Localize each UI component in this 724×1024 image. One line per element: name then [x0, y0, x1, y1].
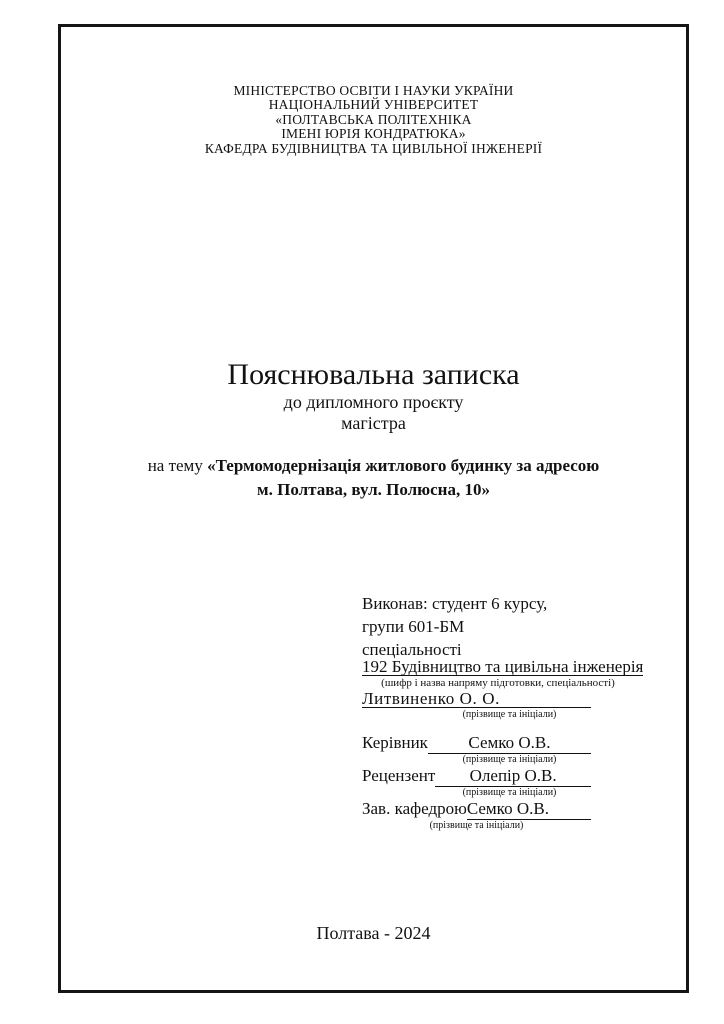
header-ministry-line: МІНІСТЕРСТВО ОСВІТИ І НАУКИ УКРАЇНИ [233, 83, 514, 98]
header-university-name-line1: «ПОЛТАВСЬКА ПОЛІТЕХНІКА [275, 111, 472, 127]
topic-bold-line2: м. Полтава, вул. Полюсна, 10» [257, 480, 490, 499]
university-header [61, 84, 686, 156]
document-subtitle-degree: магістра [341, 413, 406, 433]
header-department-line: КАФЕДРА БУДІВНИЦТВА ТА ЦИВІЛЬНОЇ ІНЖЕНЕРІЇ [204, 140, 543, 156]
signature-line-supervisor [362, 733, 591, 754]
city-year-line: Полтава - 2024 [316, 923, 431, 943]
executor-block [362, 592, 672, 721]
signature-line-reviewer [362, 766, 591, 787]
topic-bold-line1: «Термомодернізація житлового будинку за адресою [207, 456, 600, 475]
signature-row-head-of-department [362, 799, 591, 832]
signatures-block [362, 733, 591, 832]
title-block [61, 358, 686, 434]
signature-row-supervisor [362, 733, 591, 766]
header-university-line: НАЦІОНАЛЬНИЙ УНІВЕРСИТЕТ [268, 97, 479, 113]
head-of-department-caption: (прізвище та ініціали) [429, 820, 524, 831]
supervisor-caption: (прізвище та ініціали) [462, 754, 557, 765]
page-border-frame [58, 24, 689, 993]
topic-prefix: на тему [147, 456, 208, 475]
executor-line-specialty-label: спеціальності [362, 640, 462, 659]
reviewer-name-slot: Олепір О.В. [435, 766, 591, 787]
document-title: Пояснювальна записка [227, 358, 520, 391]
student-name-caption: (прізвище та ініціали) [462, 709, 557, 720]
thesis-topic [61, 454, 686, 502]
supervisor-name-slot: Семко О.В. [428, 733, 591, 754]
head-of-department-name-slot: Семко О.В. [467, 799, 591, 820]
signature-row-reviewer [362, 766, 591, 799]
specialty-caption: (шифр і назва напряму підготовки, спеціальності) [381, 677, 615, 689]
signature-line-head-of-department [362, 799, 591, 820]
head-of-department-label: Зав. кафедрою [362, 799, 467, 818]
student-name-underlined: Литвиненко О. О. [362, 690, 591, 708]
reviewer-label: Рецензент [362, 766, 436, 785]
document-subtitle-project: до дипломного проєкту [283, 392, 464, 412]
specialty-underlined-value: 192 Будівництво та цивільна інженерія [362, 657, 644, 676]
header-university-name-line2: ІМЕНІ ЮРІЯ КОНДРАТЮКА» [281, 126, 466, 142]
executor-line-student: Виконав: студент 6 курсу, [362, 594, 548, 613]
reviewer-caption: (прізвище та ініціали) [462, 787, 557, 798]
supervisor-label: Керівник [362, 733, 428, 752]
executor-line-group: групи 601-БМ [362, 617, 465, 636]
